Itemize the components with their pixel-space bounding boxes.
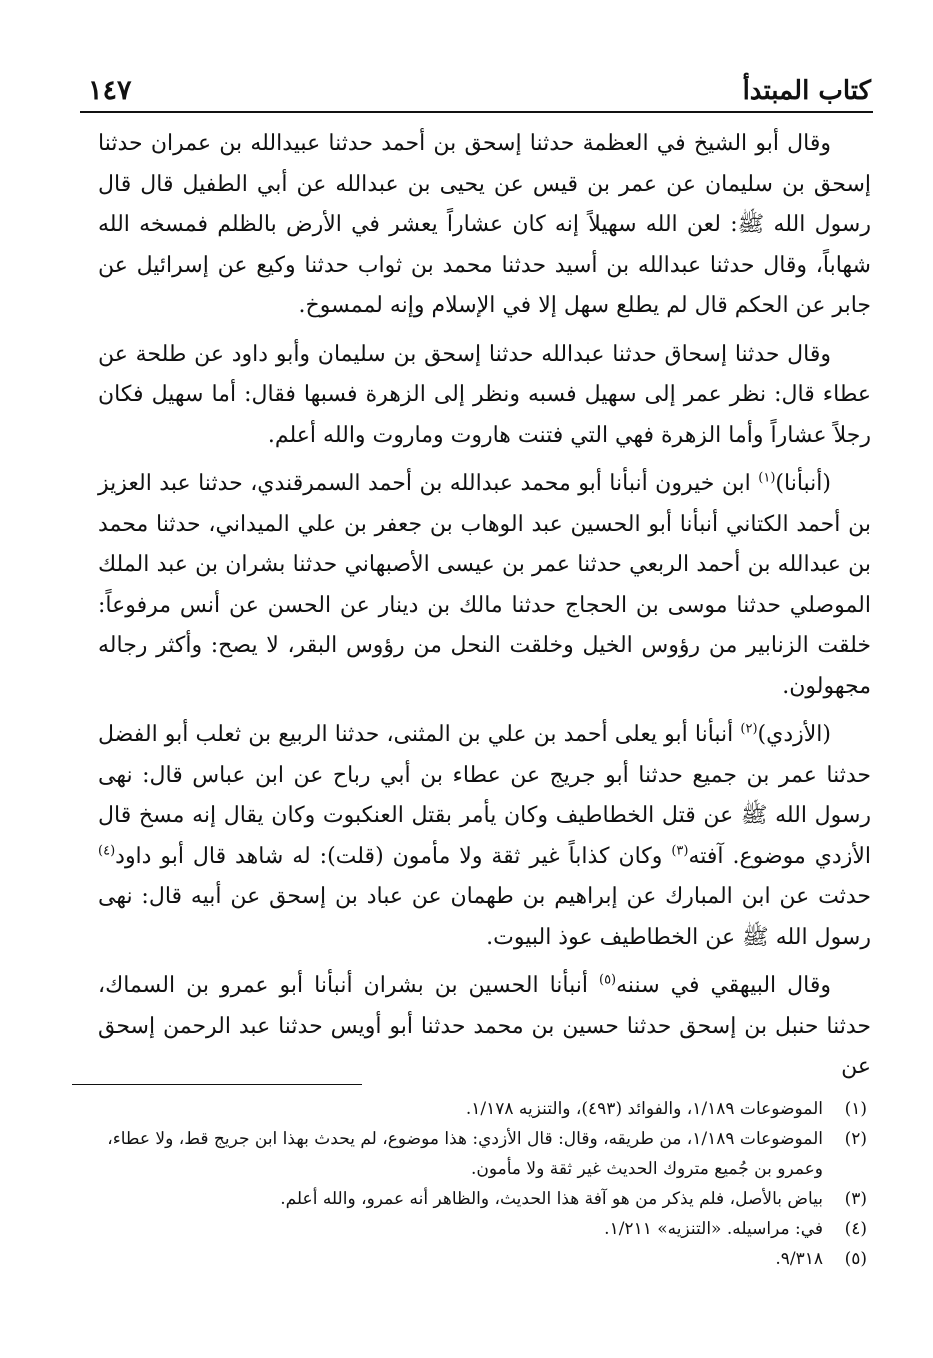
main-text	[98, 124, 871, 1096]
footnote	[80, 1214, 867, 1244]
paragraph	[98, 464, 871, 707]
paragraph	[98, 335, 871, 457]
paragraph-text: وكان كذاباً غير ثقة ولا مأمون (قلت): له شاهد قال أبو داود	[115, 843, 672, 869]
paragraph-text: (الأزدي)	[757, 722, 831, 747]
running-title: كتاب المبتدأ	[742, 76, 871, 106]
paragraph	[98, 966, 871, 1088]
paragraph-text: أنبأنا الحسين بن بشران أنبأنا أبو عمرو بن السماك، حدثنا حنبل بن إسحق حدثنا حسين بن محمد حدثنا أبو أويس حدثنا عبد الرحمن إسحق عن	[98, 973, 871, 1079]
paragraph-text: وقال حدثنا إسحاق حدثنا عبدالله حدثنا إسحق بن سليمان وأبو داود عن طلحة عن عطاء قال: نظر عمر إلى سهيل فسبه ونظر إلى الزهرة فسبها فقال: أما سهيل فكان رجلاً عشاراً وأما الزهرة فهي التي فتنت هاروت وماروت والله أعلم.	[98, 341, 871, 448]
footnote-reference: (٣)	[671, 843, 689, 859]
footnote-reference: (١)	[758, 470, 776, 486]
footnote-separator	[72, 1084, 362, 1085]
footnote-number: (٣)	[844, 1189, 867, 1209]
footnote-text: ٩/٣١٨.	[775, 1249, 823, 1269]
paragraph-text: حدثت عن ابن المبارك عن إبراهيم بن طهمان عن عباد بن إسحق عن أبيه قال: نهى رسول الله ﷺ عن الخطاطيف عوذ البيوت.	[98, 884, 871, 950]
paragraph-text: أنبأنا أبو يعلى أحمد بن علي بن المثنى، حدثنا الربيع بن ثعلب أبو الفضل حدثنا عمر بن جميع حدثنا أبو جريج عن عطاء بن أبي رباح عن ابن عباس قال: نهى رسول الله ﷺ عن قتل الخطاطيف وكان يأمر بقتل العنكبوت وكان يقال إنه مسخ قال الأزدي موضوع. آفته	[98, 722, 871, 869]
paragraph-text: (أنبأنا)	[775, 471, 831, 496]
paragraph	[98, 124, 871, 327]
footnote-text: في: مراسيله. «التنزيه» ١/٢١١.	[604, 1219, 823, 1239]
paragraph-text: وقال أبو الشيخ في العظمة حدثنا إسحق بن أحمد حدثنا عبيدالله بن عمران حدثنا إسحق بن سليمان عن عمر بن قيس عن يحيى بن عبدالله عن أبي الطفيل قال قال رسول الله ﷺ: لعن الله سهيلاً إنه كان عشاراً يعشر في الأرض بالظلم فمسخه الله شهاباً، وقال حدثنا عبدالله بن أسيد حدثنا محمد بن ثواب حدثنا وكيع عن إسرائيل عن جابر عن الحكم قال لم يطلع سهل إلا في الإسلام وإنه لممسوخ.	[98, 131, 871, 318]
footnote-number: (٢)	[844, 1129, 867, 1149]
footnote-reference: (٢)	[740, 721, 758, 737]
footnote	[80, 1094, 867, 1124]
footnote-reference: (٤)	[98, 843, 116, 859]
footnote-text: بياض بالأصل، فلم يذكر من هو آفة هذا الحديث، والظاهر أنه عمرو، والله أعلم.	[280, 1189, 823, 1209]
header-rule	[80, 111, 873, 113]
footnote-reference: (٥)	[598, 972, 617, 988]
paragraph-text: وقال البيهقي في سننه	[616, 973, 831, 998]
footnote	[80, 1244, 867, 1274]
footnote-number: (٤)	[844, 1219, 867, 1239]
paragraph	[98, 715, 871, 958]
page-header	[88, 64, 871, 112]
footnote-number: (١)	[844, 1099, 867, 1119]
footnote	[80, 1124, 867, 1184]
footnote-text: الموضوعات ١/١٨٩، من طريقه، وقال: قال الأزدي: هذا موضوع، لم يحدث بهذا ابن جريج قط، ولا عطاء، وعمرو بن جُميع متروك الحديث غير ثقة ولا مأمون.	[107, 1129, 823, 1179]
footnote-text: الموضوعات ١/١٨٩، والفوائد (٤٩٣)، والتنزيه ١/١٧٨.	[465, 1099, 823, 1119]
footnote-number: (٥)	[844, 1249, 867, 1269]
footnotes	[80, 1094, 867, 1274]
paragraph-text: ابن خيرون أنبأنا أبو محمد عبدالله بن أحمد السمرقندي، حدثنا عبد العزيز بن أحمد الكتاني أنبأنا أبو الحسين عبد الوهاب بن جعفر بن علي الميداني، حدثنا محمد بن عبدالله بن أحمد الربعي حدثنا عمر بن عيسى الأصبهاني حدثنا بشران بن عبد الملك الموصلي حدثنا موسى بن الحجاج حدثنا مالك بن دينار عن الحسن عن أنس مرفوعاً: خلقت الزنابير من رؤوس الخيل وخلقت النحل من رؤوس البقر، لا يصح: وأكثر رجاله مجهولون.	[98, 471, 871, 699]
page-number: ١٤٧	[88, 75, 132, 106]
footnote	[80, 1184, 867, 1214]
